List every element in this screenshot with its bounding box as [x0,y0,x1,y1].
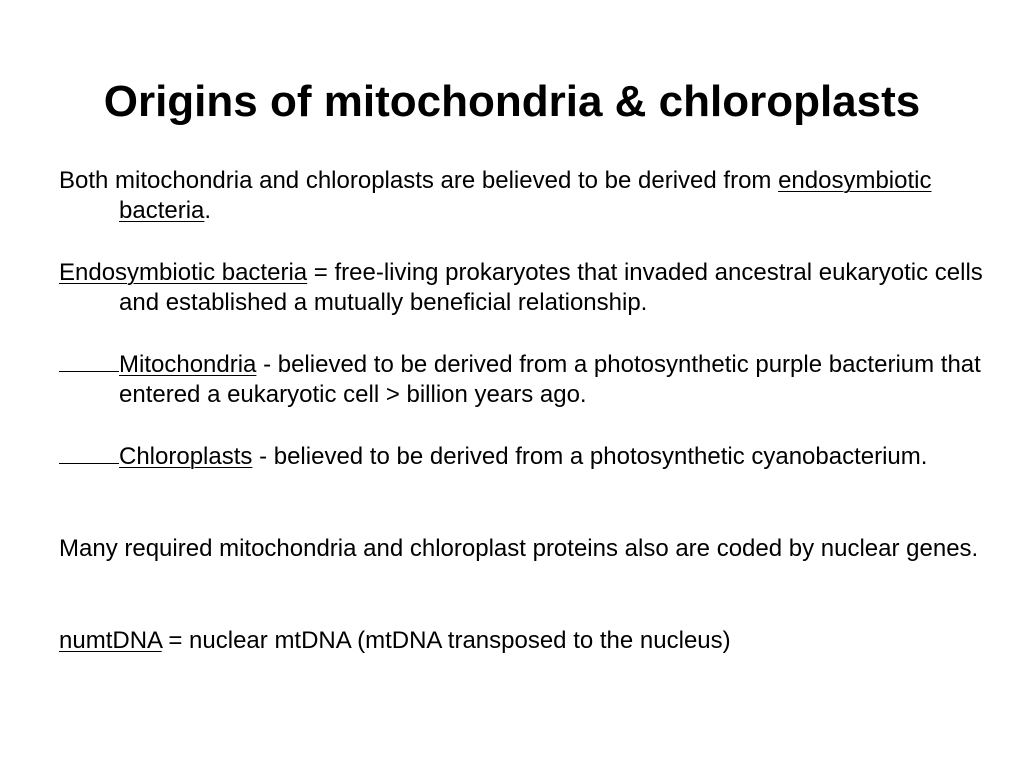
paragraph-chloroplasts [59,442,1024,472]
term-endosymbiotic-bacteria-definition: Endosymbiotic bacteria [59,259,308,286]
paragraph-definition [59,258,1024,318]
term-chloroplasts: Chloroplasts [119,443,253,470]
paragraph-derivation [59,166,1024,226]
paragraph-numtdna [59,626,1024,656]
paragraph-text: = free-living prokaryotes that invaded ancestral eukaryotic cells and established a mutually beneficial relationship. [119,259,983,316]
paragraph-text: = nuclear mtDNA (mtDNA transposed to the nucleus) [161,627,731,654]
paragraph-text: - believed to be derived from a photosynthetic cyanobacterium. [252,443,928,470]
paragraph-mitochondria [59,350,1024,410]
term-endosymbiotic-bacteria: endosymbiotic bacteria [119,167,932,224]
term-numtdna: numtDNA [59,627,162,654]
paragraph-text: Many required mitochondria and chloroplast proteins also are coded by nuclear genes. [59,535,979,562]
term-mitochondria: Mitochondria [119,351,257,378]
slide-title: Origins of mitochondria & chloroplasts [103,77,921,126]
underline-spacer [59,462,119,464]
paragraph-tail: . [204,197,212,224]
underline-spacer [59,370,119,372]
paragraph-text: - believed to be derived from a photosynthetic purple bacterium that entered a eukaryotic cell > billion years ago. [119,351,981,408]
paragraph-nuclear-genes [59,534,1024,564]
paragraph-text: Both mitochondria and chloroplasts are believed to be derived from [59,167,779,194]
